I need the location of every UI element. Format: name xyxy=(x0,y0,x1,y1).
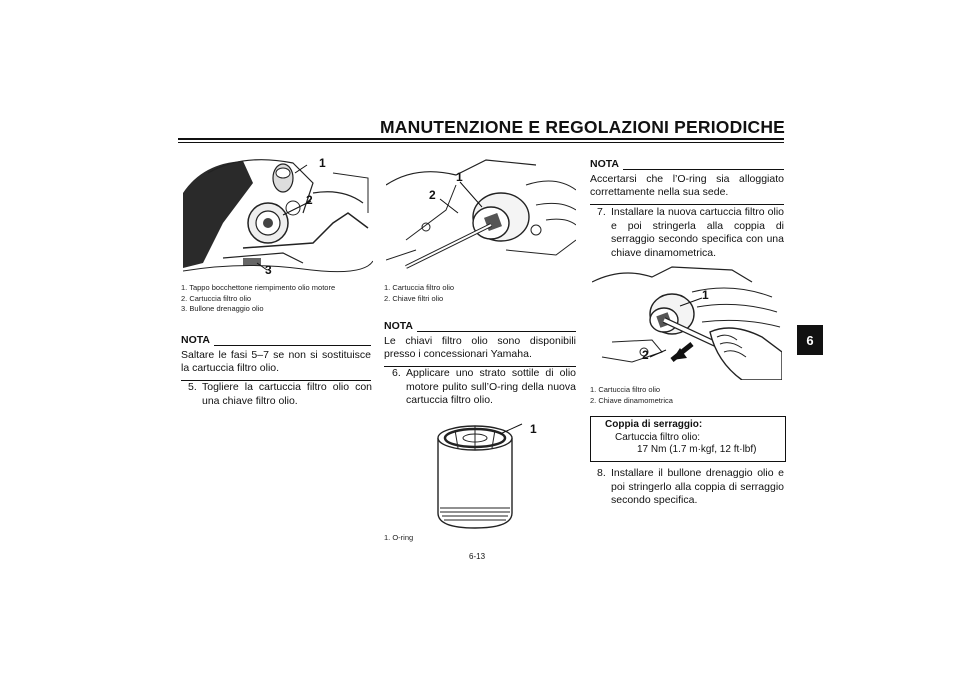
torque-spec-box xyxy=(590,416,786,462)
step-number: 8. xyxy=(597,467,606,479)
caption-item: 2. Chiave dinamometrica xyxy=(590,395,673,405)
oil-filter-wrench-figure xyxy=(386,155,576,275)
step-text: Installare il bullone drenaggio olio e poi stringerlo alla coppia di serraggio secondo specifica. xyxy=(611,467,784,506)
nota-text: Accertarsi che l’O-ring sia alloggiato correttamente nella sua sede. xyxy=(590,172,784,198)
figure-caption xyxy=(384,283,574,304)
figure-caption xyxy=(384,533,484,544)
nota-box xyxy=(590,158,784,205)
callout-label: 3 xyxy=(265,263,272,277)
header-rule xyxy=(178,138,784,140)
caption-item: 1. Cartuccia filtro olio xyxy=(590,385,661,394)
engine-oil-figure xyxy=(183,153,373,278)
nota-label: NOTA xyxy=(384,320,413,332)
engine-oil-illustration xyxy=(183,153,373,278)
spec-value: 17 Nm (1.7 m·kgf, 12 ft·lbf) xyxy=(637,444,757,455)
page-number: 6-13 xyxy=(469,552,486,561)
figure-caption xyxy=(181,283,371,315)
figure-caption xyxy=(590,385,780,406)
callout-label: 2 xyxy=(642,348,649,362)
caption-item: 2. Chiave filtri olio xyxy=(384,293,444,303)
nota-box xyxy=(181,334,371,381)
callout-label: 1 xyxy=(702,288,709,302)
nota-text: Le chiavi filtro olio sono disponibili presso i concessionari Yamaha. xyxy=(384,334,576,360)
spec-title: Coppia di serraggio: xyxy=(605,419,703,430)
step-5 xyxy=(188,381,372,408)
step-text: Applicare uno strato sottile di olio motore pulito sull’O-ring della nuova cartuccia filtro olio. xyxy=(406,367,576,406)
nota-label: NOTA xyxy=(181,334,210,346)
callout-label: 2 xyxy=(306,193,313,207)
step-6 xyxy=(392,367,576,408)
step-number: 6. xyxy=(392,367,401,379)
nota-label: NOTA xyxy=(590,158,619,170)
page-title: MANUTENZIONE E REGOLAZIONI PERIODICHE xyxy=(380,117,786,137)
chapter-tab: 6 xyxy=(797,325,823,355)
header-rule-thin xyxy=(178,142,784,143)
caption-item: 1. Cartuccia filtro olio xyxy=(384,283,455,292)
step-8 xyxy=(597,467,784,508)
step-text: Installare la nuova cartuccia filtro olio e poi stringerla alla coppia di serraggio secondo specifica con una chiave dinamometrica. xyxy=(611,206,784,259)
nota-box xyxy=(384,320,576,367)
filter-wrench-illustration xyxy=(386,155,576,275)
caption-item: 1. O-ring xyxy=(384,533,414,542)
torque-wrench-figure xyxy=(592,262,782,380)
caption-item: 3. Bullone drenaggio olio xyxy=(181,304,264,313)
caption-item: 1. Tappo bocchettone riempimento olio motore xyxy=(181,283,336,292)
step-7 xyxy=(597,206,784,260)
nota-text: Saltare le fasi 5–7 se non si sostituisce la cartuccia filtro olio. xyxy=(181,348,371,374)
callout-label: 1 xyxy=(530,422,537,436)
torque-wrench-illustration xyxy=(592,262,782,380)
callout-label: 1 xyxy=(456,170,463,184)
oil-filter-cartridge-illustration xyxy=(430,418,540,533)
callout-label: 1 xyxy=(319,156,326,170)
callout-label: 2 xyxy=(429,188,436,202)
step-number: 5. xyxy=(188,381,197,393)
step-text: Togliere la cartuccia filtro olio con una chiave filtro olio. xyxy=(202,381,372,407)
oring-figure xyxy=(430,418,540,533)
step-number: 7. xyxy=(597,206,606,218)
caption-item: 2. Cartuccia filtro olio xyxy=(181,293,252,303)
spec-item: Cartuccia filtro olio: xyxy=(615,431,701,443)
